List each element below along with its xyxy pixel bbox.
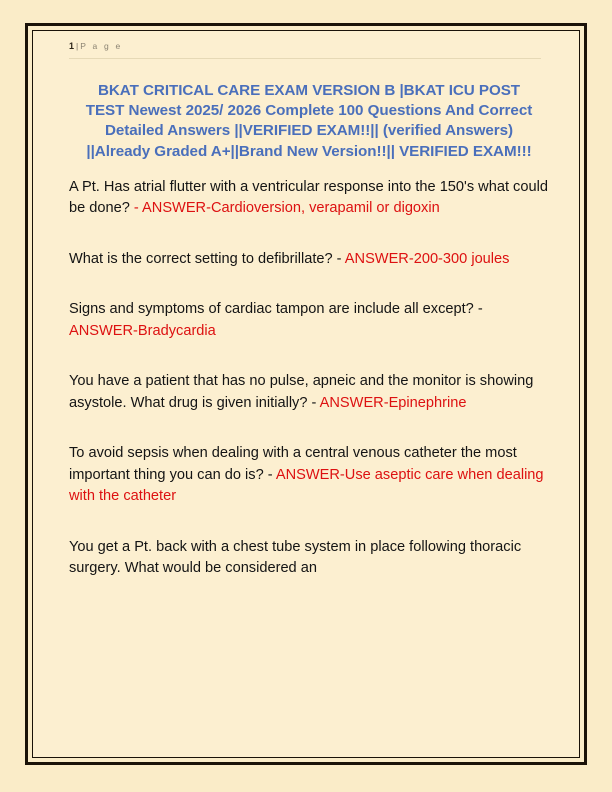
qa-item [69, 537, 549, 580]
qa-answer: ANSWER-200-300 joules [344, 250, 510, 267]
page-label: P a g e [80, 41, 123, 51]
qa-item [69, 299, 549, 342]
document-title-line: A+||Brand New Version!!|| VERIFIED EXAM!!! [210, 142, 532, 160]
document-title-line: BKAT CRITICAL CARE EXAM VERSION B |BKAT ICU [97, 82, 475, 99]
qa-dash: - [263, 466, 276, 483]
qa-answer: ANSWER-Use aseptic care when dealing with the catheter [69, 466, 544, 505]
qa-question: Signs and symptoms of cardiac tampon are include all except? [69, 301, 474, 318]
qa-dash: - [473, 301, 483, 318]
qa-question: What is the correct setting to defibrillate? [69, 250, 333, 267]
running-header [69, 39, 549, 54]
qa-dash: - [332, 250, 345, 267]
question-answer-list [69, 177, 549, 580]
qa-item [69, 371, 549, 414]
document-title-line: POST TEST Newest 2025/ 2026 Complete 100 [85, 82, 521, 120]
qa-question: To avoid sepsis when dealing with a central venous catheter the most important thing you can do is? [69, 445, 517, 483]
document-page-inner-border [32, 30, 580, 758]
page-number: 1 [69, 41, 75, 51]
qa-answer: ANSWER-Cardioversion, verapamil or digoxin [142, 200, 440, 217]
header-divider [69, 58, 541, 59]
qa-question: You have a patient that has no pulse, apneic and the monitor is showing asystole. What drug is given initially? [69, 373, 534, 411]
document-title-line: Questions And Correct Detailed Answers ||VERIFIED [104, 102, 533, 140]
qa-question: You get a Pt. back with a chest tube system in place following thoracic surgery. What would be considered an [69, 538, 522, 577]
qa-item [69, 249, 549, 271]
document-title [78, 81, 540, 162]
qa-answer: ANSWER-Epinephrine [319, 394, 467, 411]
document-title-line: EXAM!!|| (verified Answers) ||Already Graded [86, 122, 514, 160]
page-separator: | [76, 41, 79, 51]
qa-answer: ANSWER-Bradycardia [69, 322, 216, 339]
qa-question: A Pt. Has atrial flutter with a ventricular response into the 150's what could be done? [69, 178, 548, 217]
qa-dash: - [129, 200, 143, 217]
qa-item [69, 177, 549, 220]
document-page-frame [25, 23, 587, 765]
qa-dash: - [307, 394, 320, 411]
qa-item [69, 443, 549, 508]
document-page-content [33, 31, 579, 757]
